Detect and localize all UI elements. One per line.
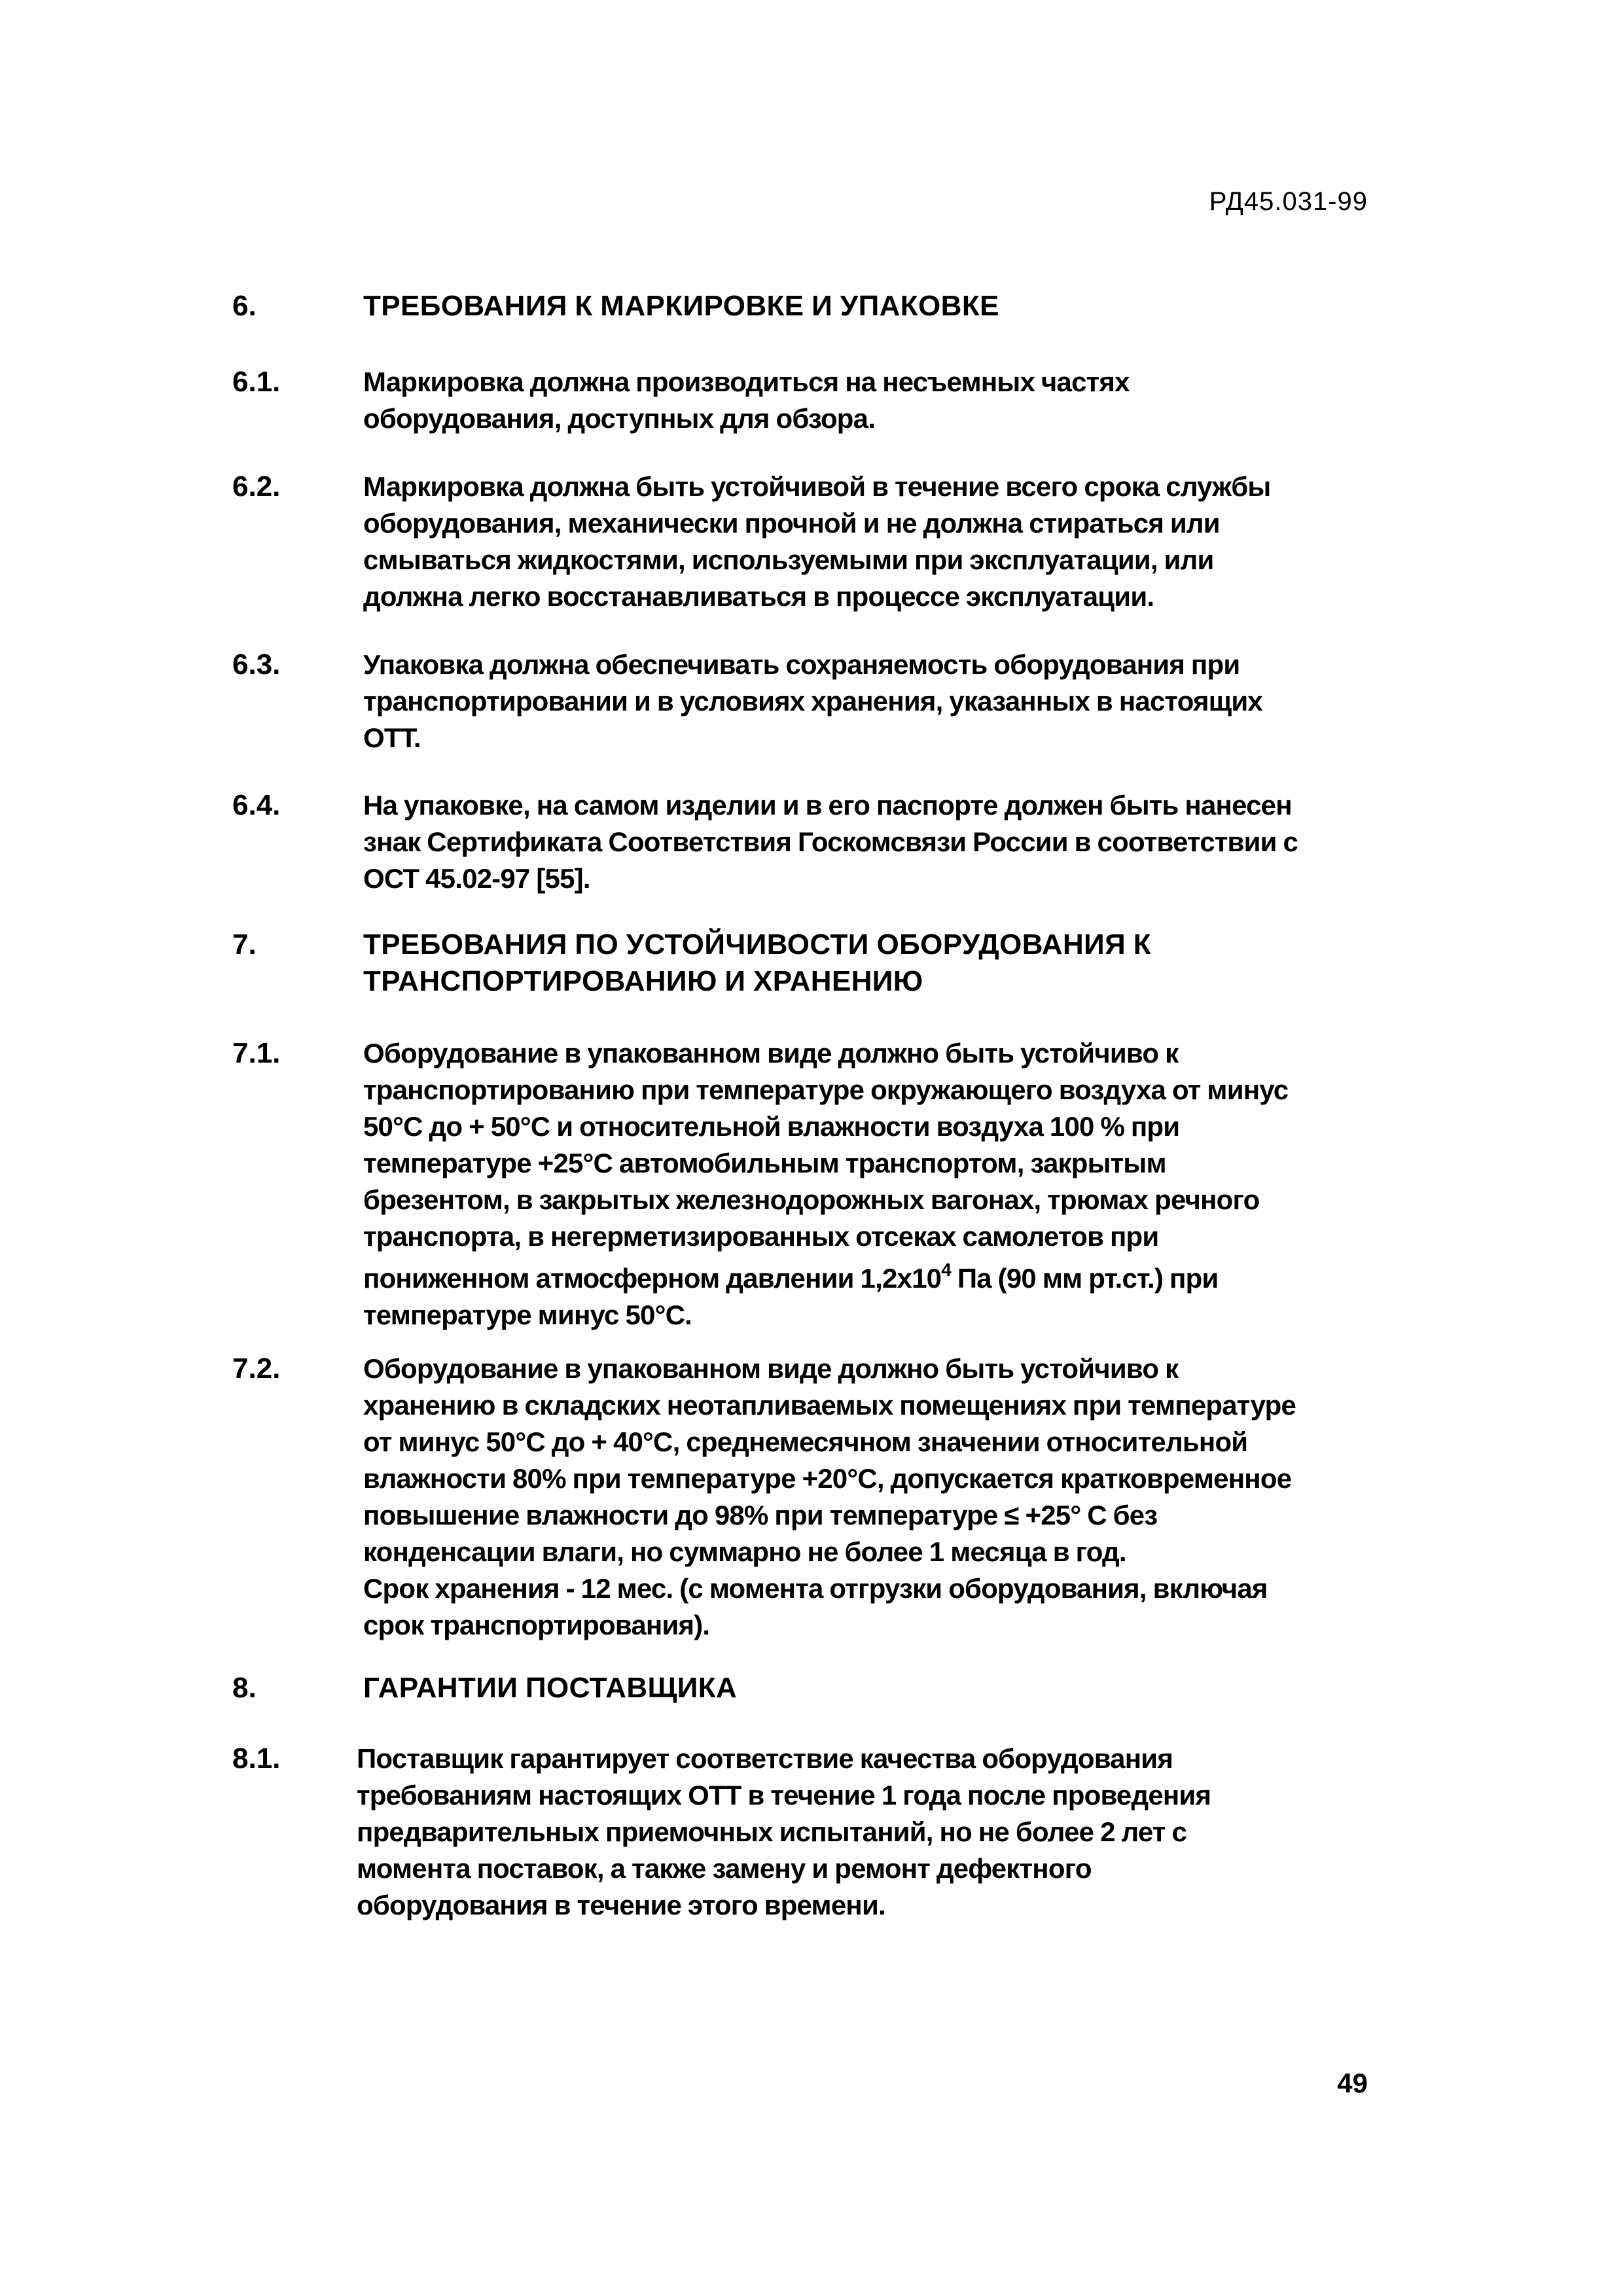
text-line: 50°С до + 50°С и относительной влажности воздуха 100 % при	[363, 1111, 1180, 1142]
text-line: хранению в складских неотапливаемых помещениях при температуре	[363, 1390, 1296, 1421]
text-line: брезентом, в закрытых железнодорожных вагонах, трюмах речного	[363, 1184, 1260, 1215]
text-line: повышение влажности до 98% при температуре ≤ +25° С без	[363, 1500, 1158, 1530]
text-line: требованиям настоящих ОТТ в течение 1 года после проведения	[357, 1780, 1211, 1810]
clause-text	[363, 364, 1371, 437]
title-line: ТРЕБОВАНИЯ ПО УСТОЙЧИВОСТИ ОБОРУДОВАНИЯ К	[363, 928, 1152, 961]
text-line: Упаковка должна обеспечивать сохраняемость оборудования при	[363, 649, 1240, 680]
section-7-heading	[232, 927, 1384, 1000]
clause-number: 6.3.	[232, 648, 281, 680]
page-number: 49	[1337, 2068, 1368, 2098]
text-line: влажности 80% при температуре +20°С, допускается кратковременное	[363, 1463, 1292, 1494]
text-line: оборудования, доступных для обзора.	[363, 403, 876, 434]
clause-text	[363, 1035, 1371, 1333]
text-line: транспортированию при температуре окружающего воздуха от минус	[363, 1074, 1289, 1105]
text-line: от минус 50°С до + 40°С, среднемесячном значении относительной	[363, 1426, 1248, 1457]
text-line: Оборудование в упакованном виде должно быть устойчиво к	[363, 1038, 1179, 1069]
clause-text	[363, 646, 1371, 756]
text-line: температуре +25°С автомобильным транспортом, закрытым	[363, 1148, 1166, 1178]
section-title: ТРЕБОВАНИЯ К МАРКИРОВКЕ И УПАКОВКЕ	[363, 290, 999, 322]
text-line: знак Сертификата Соответствия Госкомсвязи России в соответствии с	[363, 826, 1298, 857]
section-title: ГАРАНТИИ ПОСТАВЩИКА	[363, 1672, 738, 1704]
section-number: 7.	[232, 928, 257, 961]
clause-6-1	[232, 364, 1384, 437]
clause-7-1	[232, 1035, 1384, 1333]
section-6-heading	[232, 288, 1384, 325]
pressure-line	[363, 1260, 1371, 1297]
section-number: 8.	[232, 1672, 257, 1704]
clause-number: 7.2.	[232, 1352, 281, 1385]
section-number: 6.	[232, 290, 257, 322]
section-8-heading	[232, 1670, 1384, 1706]
text-line: смываться жидкостями, используемыми при эксплуатации, или	[363, 544, 1214, 575]
text-line: предварительных приемочных испытаний, но не более 2 лет с	[357, 1816, 1187, 1847]
clause-text	[357, 1740, 1364, 1924]
text-line: Поставщик гарантирует соответствие качества оборудования	[357, 1743, 1173, 1774]
clause-number: 6.4.	[232, 789, 281, 821]
text-line: Маркировка должна производиться на несъемных частях	[363, 366, 1130, 397]
document-code: РД45.031-99	[1209, 187, 1368, 216]
text-line: конденсации влаги, но суммарно не более 1 месяца в год.	[363, 1536, 1126, 1567]
text-line: Оборудование в упакованном виде должно быть устойчиво к	[363, 1353, 1179, 1384]
clause-text	[363, 468, 1371, 615]
pressure-exponent: 4	[941, 1260, 951, 1280]
clause-number: 6.2.	[232, 470, 281, 503]
clause-number: 8.1.	[232, 1742, 281, 1775]
clause-6-2	[232, 468, 1384, 615]
text-line: должна легко восстанавливаться в процессе эксплуатации.	[363, 581, 1154, 612]
text-line: Маркировка должна быть устойчивой в течение всего срока службы	[363, 471, 1271, 502]
section-title	[363, 927, 1371, 1000]
clause-text	[363, 787, 1371, 897]
text-line: момента поставок, а также замену и ремонт дефектного	[357, 1853, 1092, 1884]
clause-8-1	[232, 1740, 1384, 1924]
text-line: На упаковке, на самом изделии и в его паспорте должен быть нанесен	[363, 790, 1292, 821]
text-line: срок транспортирования).	[363, 1610, 710, 1640]
text-line: Срок хранения - 12 мес. (с момента отгрузки оборудования, включая	[363, 1573, 1268, 1604]
clause-text	[363, 1351, 1371, 1644]
text-line: ОТТ.	[363, 722, 421, 753]
text-line: транспорта, в негерметизированных отсеках самолетов при	[363, 1221, 1159, 1252]
clause-6-3	[232, 646, 1384, 756]
text-line: оборудования, механически прочной и не должна стираться или	[363, 508, 1220, 539]
clause-6-4	[232, 787, 1384, 897]
pressure-unit-text: Па (90 мм рт.ст.) при	[950, 1263, 1219, 1294]
text-line: ОСТ 45.02-97 [55].	[363, 863, 590, 894]
text-line: оборудования в течение этого времени.	[357, 1890, 885, 1920]
title-line: ТРАНСПОРТИРОВАНИЮ И ХРАНЕНИЮ	[363, 965, 923, 997]
text-line: транспортировании и в условиях хранения, указанных в настоящих	[363, 686, 1262, 716]
text-line: температуре минус 50°С.	[363, 1299, 692, 1330]
clause-number: 6.1.	[232, 366, 281, 398]
clause-number: 7.1.	[232, 1037, 281, 1069]
pressure-text: пониженном атмосферном давлении 1,2х10	[363, 1263, 942, 1294]
clause-7-2	[232, 1351, 1384, 1644]
